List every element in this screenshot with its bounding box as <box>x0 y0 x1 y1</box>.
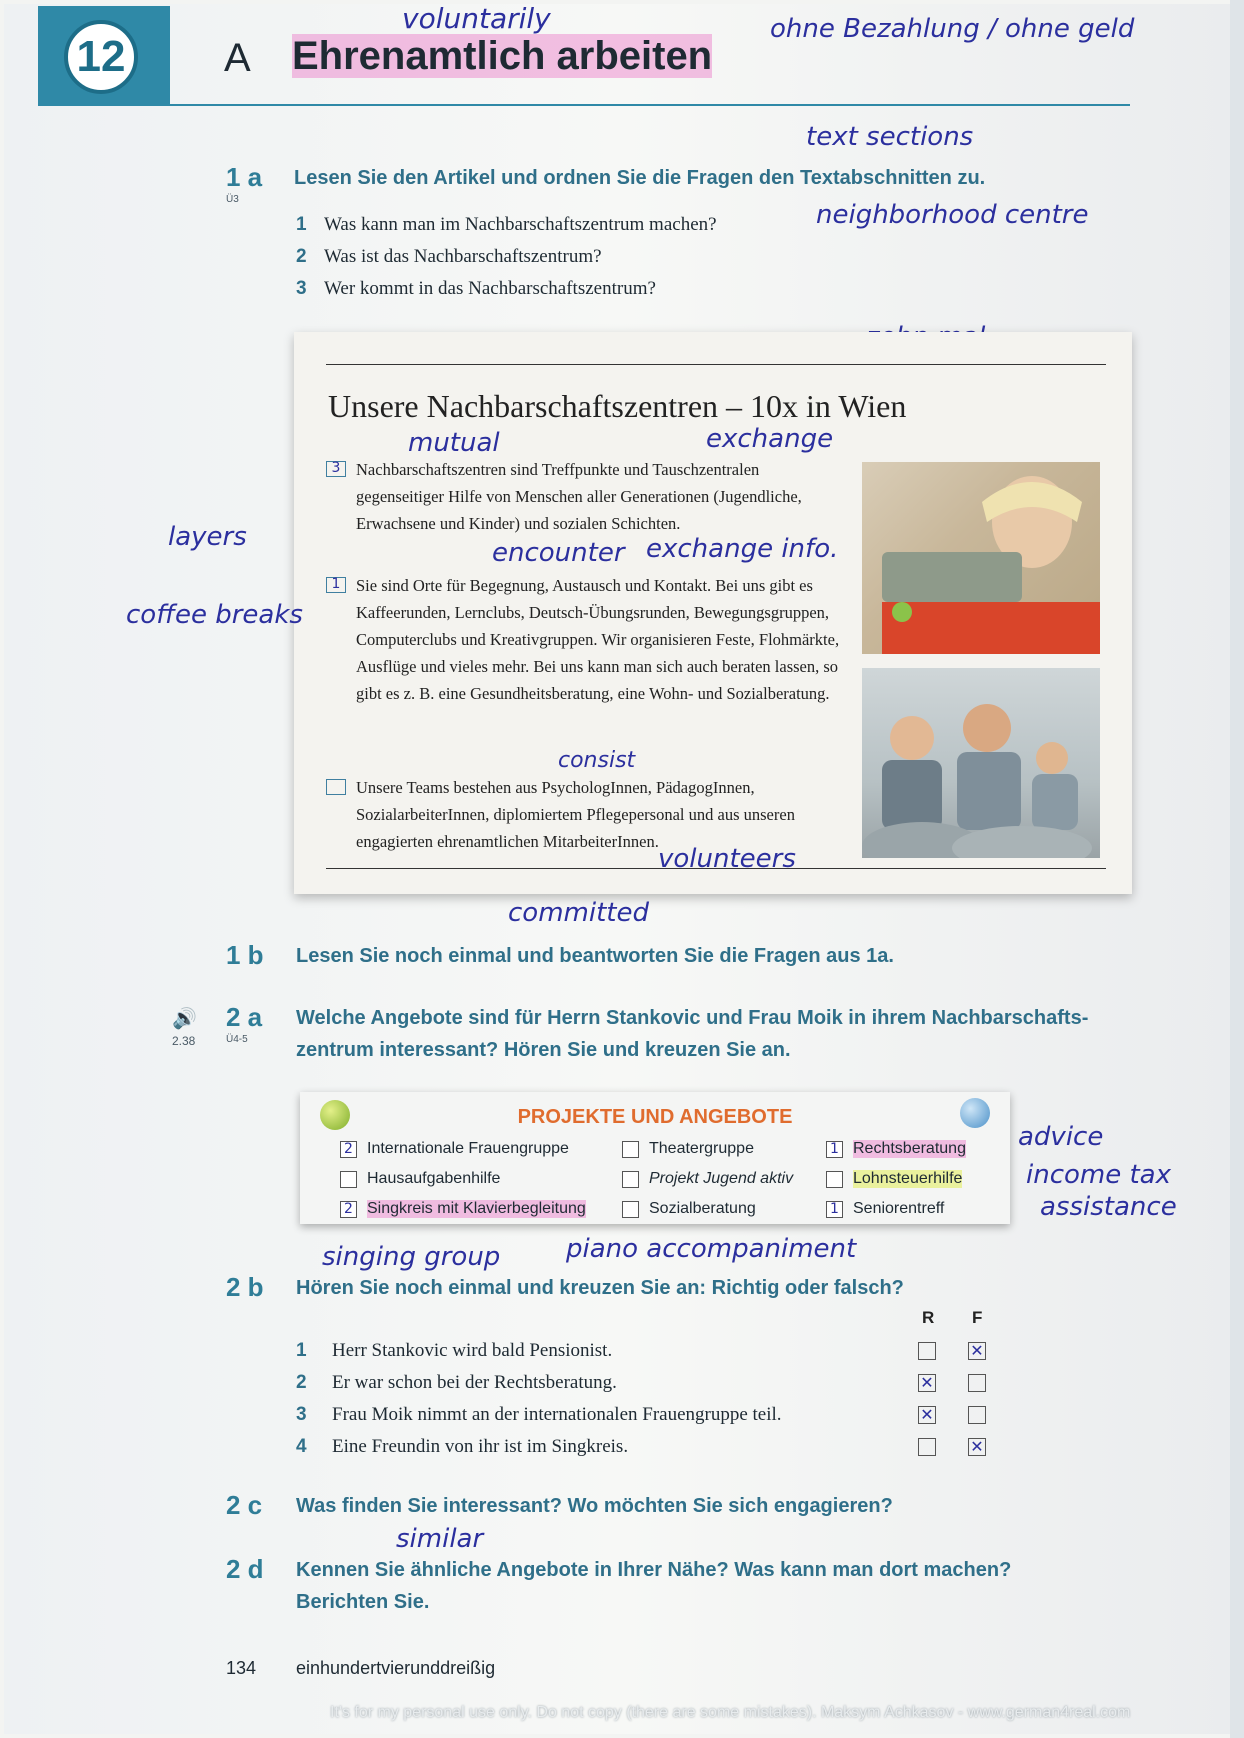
offer-item[interactable]: 2 Internationale Frauengruppe <box>340 1140 569 1158</box>
note-consist: consist <box>558 748 636 773</box>
instruction-2d-line2: Berichten Sie. <box>296 1591 430 1613</box>
exercise-number-1a: 1 a <box>226 162 263 192</box>
page-edge <box>1230 0 1244 1738</box>
instruction-2a-line2: zentrum interessant? Hören Sie und kreuzen Sie an. <box>296 1039 791 1061</box>
person-body <box>1032 774 1078 830</box>
paragraph-checkbox[interactable]: 3 <box>326 461 346 477</box>
offer-checkbox[interactable]: 1 <box>826 1141 843 1158</box>
paragraph-text: Unsere Teams bestehen aus PsychologInnen, PädagogInnen, SozialarbeiterInnen, diplomiertem Pflegepersonal und aus unseren engagierten ehrenamtlichen MitarbeiterInnen. <box>356 778 795 851</box>
gym-ball <box>952 826 1092 858</box>
offer-item[interactable]: Lohnsteuerhilfe <box>826 1170 962 1188</box>
offers-card <box>300 1092 1010 1224</box>
note-neighborhood-centre: neighborhood centre <box>816 200 1089 230</box>
paragraph-text: Sie sind Orte für Begegnung, Austausch und Kontakt. Bei uns gibt es Kaffeerunden, Lernclubs, Deutsch-Übungsrunden, Bewegungsgruppen, Computerclubs und Kreativgruppen. Wir organisieren Feste, Flohmärkte, Ausflüge und vieles mehr. Bei uns kann man sich auch beraten lassen, so gibt es z. B. eine Gesundheitsberatung, eine Wohn- und Sozialberatung. <box>356 576 840 703</box>
note-text-sections: text sections <box>806 122 974 152</box>
offer-item[interactable]: Hausaufgabenhilfe <box>340 1170 500 1188</box>
article-paragraph <box>326 572 850 774</box>
note-assistance: assistance <box>1040 1192 1177 1222</box>
section-letter: A <box>224 36 251 80</box>
audio-track: 2.38 <box>172 1034 196 1048</box>
toy <box>892 602 912 622</box>
note-coffee-breaks: coffee breaks <box>126 600 303 630</box>
watermark: It's for my personal use only. Do not copy (there are some mistakes). Maksym Achkasov - www.german4real.com <box>330 1704 1131 1721</box>
column-falsch: F <box>972 1308 983 1327</box>
note-piano-accompaniment: piano accompaniment <box>566 1234 857 1264</box>
question-item: 3 Wer kommt in das Nachbarschaftszentrum? <box>296 278 656 299</box>
unit-number: 12 <box>64 20 138 94</box>
article-card <box>294 332 1132 894</box>
offer-checkbox[interactable] <box>622 1201 639 1218</box>
paragraph-checkbox[interactable] <box>326 779 346 795</box>
statement-row: 3 Frau Moik nimmt an der internationalen Frauengruppe teil. ✕ <box>296 1404 996 1436</box>
instruction-2a-line1: Welche Angebote sind für Herrn Stankovic und Frau Moik in ihrem Nachbarschafts- <box>296 1007 1089 1029</box>
article-paragraph <box>326 774 850 855</box>
statement-row: 1 Herr Stankovic wird bald Pensionist. ✕ <box>296 1340 996 1372</box>
offer-item[interactable]: 1 Seniorentreff <box>826 1200 944 1218</box>
audio-speaker-icon[interactable]: 🔊 <box>172 1008 197 1030</box>
person-body <box>882 760 942 830</box>
offer-checkbox[interactable] <box>826 1171 843 1188</box>
person-head <box>890 716 934 760</box>
article-title: Unsere Nachbarschaftszentren – 10x in Wien <box>328 388 907 424</box>
offer-checkbox[interactable] <box>622 1141 639 1158</box>
exercise-photo-art <box>862 668 1100 858</box>
note-encounter: encounter <box>492 538 625 568</box>
statement-row: 4 Eine Freundin von ihr ist im Singkreis. ✕ <box>296 1436 996 1468</box>
offer-checkbox[interactable]: 2 <box>340 1201 357 1218</box>
offer-checkbox[interactable]: 1 <box>826 1201 843 1218</box>
exercise-ref-2a: Ü4-5 <box>226 1034 248 1045</box>
note-similar: similar <box>396 1524 484 1554</box>
offer-item[interactable]: 1 Rechtsberatung <box>826 1140 966 1158</box>
article-body <box>326 456 850 855</box>
sewing-machine <box>882 552 1022 602</box>
note-committed: committed <box>508 898 649 928</box>
offer-checkbox[interactable] <box>340 1171 357 1188</box>
falsch-checkbox[interactable]: ✕ <box>968 1342 986 1360</box>
note-income-tax: income tax <box>1026 1160 1172 1190</box>
fabric <box>882 602 1100 654</box>
note-exchange: exchange <box>706 424 834 454</box>
note-mutual: mutual <box>408 428 500 458</box>
question-item: 1 Was kann man im Nachbarschaftszentrum machen? <box>296 214 717 235</box>
article-top-rule <box>326 364 1106 365</box>
column-richtig: R <box>922 1308 935 1327</box>
instruction-2c: Was finden Sie interessant? Wo möchten Sie sich engagieren? <box>296 1495 893 1517</box>
offer-item[interactable]: Projekt Jugend aktiv <box>622 1170 793 1188</box>
richtig-checkbox[interactable]: ✕ <box>918 1374 936 1392</box>
instruction-2d-line1: Kennen Sie ähnliche Angebote in Ihrer Nähe? Was kann man dort machen? <box>296 1559 1012 1581</box>
offer-item[interactable]: 2 Singkreis mit Klavierbegleitung <box>340 1200 586 1218</box>
exercise-number-2d: 2 d <box>226 1554 264 1584</box>
note-singing-group: singing group <box>322 1242 501 1272</box>
note-layers: layers <box>168 522 247 552</box>
note-exchange-info: exchange info. <box>646 534 839 564</box>
falsch-checkbox[interactable]: ✕ <box>968 1438 986 1456</box>
exercise-photo <box>862 668 1100 858</box>
page-number: 134 <box>226 1658 257 1678</box>
sewing-photo-art <box>862 462 1100 654</box>
person-head <box>963 704 1011 752</box>
exercise-number-1b: 1 b <box>226 940 264 970</box>
page-title-text: Ehrenamtlich arbeiten <box>292 34 713 78</box>
paragraph-checkbox[interactable]: 1 <box>326 577 346 593</box>
richtig-checkbox[interactable] <box>918 1438 936 1456</box>
paragraph-text: Nachbarschaftszentren sind Treffpunkte und Tauschzentralen gegenseitiger Hilfe von Menschen aller Generationen (Jugendliche, Erwachsene und Kinder) und sozialen Schichten. <box>356 460 802 533</box>
offers-title: PROJEKTE UND ANGEBOTE <box>517 1106 793 1128</box>
exercise-number-2c: 2 c <box>226 1490 263 1520</box>
note-volunteers: volunteers <box>658 844 796 874</box>
richtig-checkbox[interactable] <box>918 1342 936 1360</box>
falsch-checkbox[interactable] <box>968 1374 986 1392</box>
statement-row: 2 Er war schon bei der Rechtsberatung. ✕ <box>296 1372 996 1404</box>
note-voluntarily: voluntarily <box>402 2 551 35</box>
person-head <box>1036 742 1068 774</box>
instruction-1a: Lesen Sie den Artikel und ordnen Sie die Fragen den Textabschnitten zu. <box>294 167 986 189</box>
richtig-checkbox[interactable]: ✕ <box>918 1406 936 1424</box>
exercise-number-2a: 2 a <box>226 1002 263 1032</box>
question-item: 2 Was ist das Nachbarschaftszentrum? <box>296 246 602 267</box>
exercise-number-2b: 2 b <box>226 1272 264 1302</box>
offer-item[interactable]: Sozialberatung <box>622 1200 756 1218</box>
instruction-2b: Hören Sie noch einmal und kreuzen Sie an: Richtig oder falsch? <box>296 1277 904 1299</box>
note-advice: advice <box>1018 1122 1104 1152</box>
falsch-checkbox[interactable] <box>968 1406 986 1424</box>
offer-item[interactable]: Theatergruppe <box>622 1140 754 1158</box>
offer-checkbox[interactable] <box>622 1171 639 1188</box>
offer-checkbox[interactable]: 2 <box>340 1141 357 1158</box>
note-ohne-bezahlung: ohne Bezahlung / ohne geld <box>770 14 1135 44</box>
title-rule <box>170 104 1130 106</box>
page-title <box>292 34 712 79</box>
question-list-1a <box>296 214 717 310</box>
sewing-photo <box>862 462 1100 654</box>
instruction-1b: Lesen Sie noch einmal und beantworten Sie die Fragen aus 1a. <box>296 945 894 967</box>
exercise-ref-1a: Ü3 <box>226 194 239 205</box>
person-body <box>957 752 1021 830</box>
page-number-word: einhundertvierunddreißig <box>296 1658 496 1678</box>
